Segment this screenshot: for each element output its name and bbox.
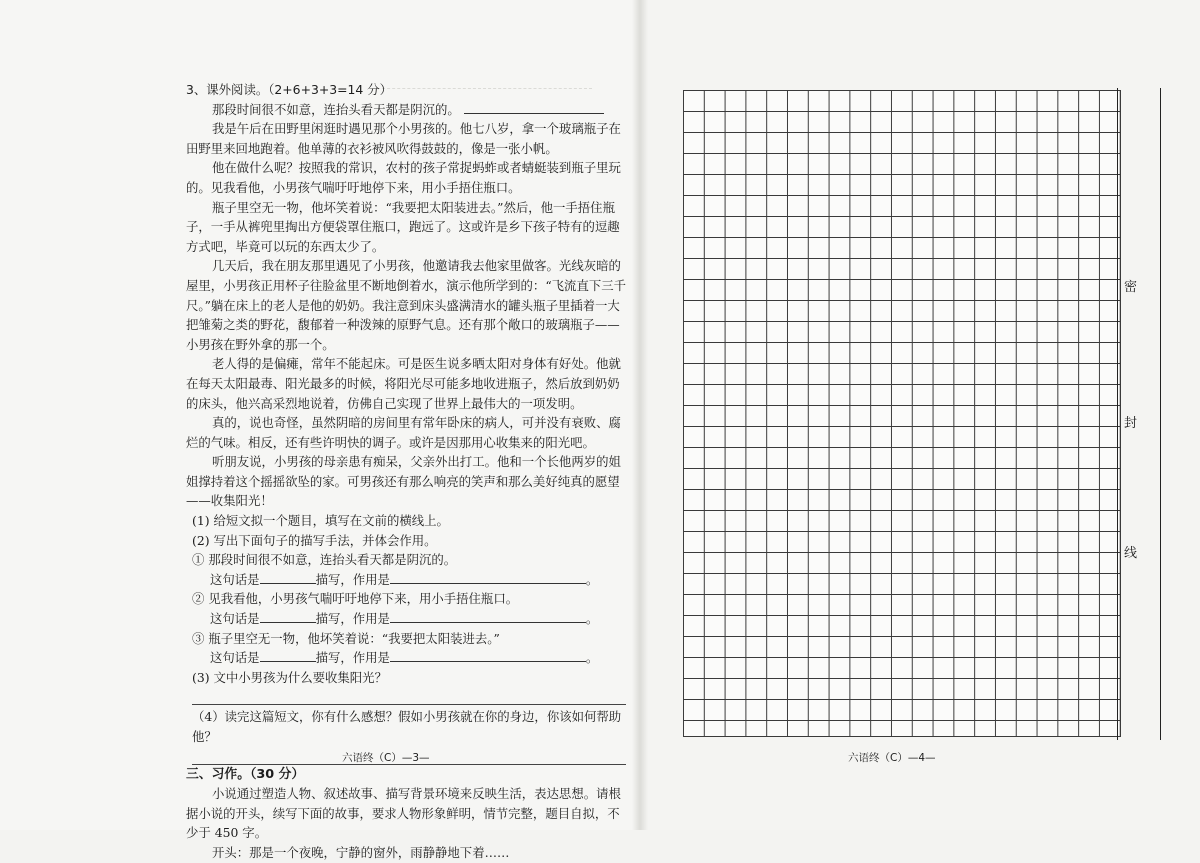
this-sentence-label: 这句话是 [210, 611, 260, 627]
answer-line[interactable] [192, 687, 626, 705]
paragraph-8: 听朋友说，小男孩的母亲患有痴呆，父亲外出打工。他和一个长他两岁的姐姐撑持着这个摇摇欲坠的家。可男孩还有那么响亮的笑声和那么美好纯真的愿望——收集阳光！ [186, 454, 621, 509]
paragraph-7: 真的，说也奇怪，虽然阴暗的房间里有常年卧床的病人，可并没有衰败、腐烂的气味。相反，还有些许明快的调子。或许是因那用心收集来的阳光吧。 [186, 415, 621, 450]
effect-blank[interactable] [390, 571, 586, 584]
this-sentence-label: 这句话是 [210, 650, 260, 666]
writing-prompt: 小说通过塑造人物、叙述故事、描写背景环境来反映生活，表达思想。请根据小说的开头，续写下面的故事，要求人物形象鲜明，情节完整，题目自拟，不少于 450 字。 [186, 786, 621, 841]
page-fold [632, 0, 648, 830]
sentence-1: ① 那段时间很不如意，连抬头看天都是阴沉的。 [192, 552, 457, 568]
sentence-2: ② 见我看他，小男孩气喘吁吁地停下来，用小手捂住瓶口。 [192, 591, 519, 607]
period: 。 [585, 611, 599, 627]
paragraph-5: 几天后，我在朋友那里遇见了小男孩，他邀请我去他家里做客。光线灰暗的屋里，小男孩正用杯子往脸盆里不断地倒着水，演示他所学到的：“飞流直下三千尺。”躺在床上的老人是他的奶奶。我注意到床头盛满清水的罐头瓶子里插着一大把雏菊之类的野花，馥郁着一种泼辣的原野气息。还有那个敞口的玻璃瓶子——小男孩在野外拿的那一个。 [186, 258, 627, 352]
period: 。 [585, 650, 599, 666]
question-3: (3) 文中小男孩为什么要收集阳光？ [192, 669, 387, 685]
right-page-footer: 六语终（C）—4— [848, 752, 936, 764]
effect-blank[interactable] [390, 649, 586, 662]
reading-section [186, 80, 626, 863]
technique-blank[interactable] [260, 571, 316, 584]
paragraph-text: 那段时间很不如意，连抬头看天都是阴沉的。 [212, 101, 460, 117]
paragraph-6: 老人得的是偏瘫，常年不能起床。可是医生说多晒太阳对身体有好处。他就在每天太阳最毒、阳光最多的时候，将阳光尽可能多地收进瓶子，然后放到奶奶的床头，他兴高采烈地说着，仿佛自己实现了世界上最伟大的一项发明。 [186, 356, 621, 411]
left-page-footer: 六语终（C）—3— [342, 752, 430, 764]
title-blank[interactable] [464, 101, 604, 114]
section3-header: 3、课外阅读。（2+6+3+3=14 分） [186, 82, 392, 97]
seal-char-xian: 线 [1124, 546, 1138, 561]
paragraph-2: 我是午后在田野里闲逛时遇见那个小男孩的。他七八岁，拿一个玻璃瓶子在田野里来回地跑着。他单薄的衣衫被风吹得鼓鼓的，像是一张小帆。 [186, 121, 621, 156]
describe-label: 描写，作用是 [315, 650, 390, 666]
seal-line-outer [1160, 88, 1161, 740]
answer-row-3 [186, 648, 626, 668]
question-2: (2) 写出下面句子的描写手法，并体会作用。 [192, 532, 437, 548]
seal-char-feng: 封 [1124, 416, 1138, 431]
technique-blank[interactable] [260, 610, 316, 623]
answer-row-2 [186, 609, 626, 629]
question-1: (1) 给短文拟一个题目，填写在文前的横线上。 [192, 513, 449, 529]
seal-line-inner [1117, 88, 1118, 740]
sentence-3: ③ 瓶子里空无一物，他坏笑着说：“我要把太阳装进去。” [192, 630, 500, 646]
paragraph-4: 瓶子里空无一物，他坏笑着说：“我要把太阳装进去。”然后，他一手捂住瓶子，一手从裤兜里掏出方便袋罩住瓶口，跑远了。这或许是乡下孩子特有的逗趣方式吧，毕竟可以玩的东西太少了。 [186, 199, 620, 254]
story-opening: 开头：那是一个夜晚，宁静的窗外，雨静静地下着…… [212, 844, 510, 860]
period: 。 [585, 571, 599, 587]
seal-char-mi: 密 [1124, 280, 1138, 295]
describe-label: 描写，作用是 [315, 571, 390, 587]
question-4: （4）读完这篇短文，你有什么感想？假如小男孩就在你的身边，你该如何帮助他？ [192, 709, 622, 744]
writing-section-header: 三、习作。（30 分） [186, 766, 305, 782]
technique-blank[interactable] [260, 649, 316, 662]
effect-blank[interactable] [390, 610, 586, 623]
answer-row-1 [186, 570, 626, 590]
paragraph-3: 他在做什么呢？按照我的常识，农村的孩子常捉蚂蚱或者蜻蜓装到瓶子里玩的。见我看他，小男孩气喘吁吁地停下来，用小手捂住瓶口。 [186, 160, 621, 195]
describe-label: 描写，作用是 [315, 611, 390, 627]
composition-grid[interactable] [683, 90, 1121, 737]
paragraph-1 [186, 100, 626, 120]
this-sentence-label: 这句话是 [210, 571, 260, 587]
